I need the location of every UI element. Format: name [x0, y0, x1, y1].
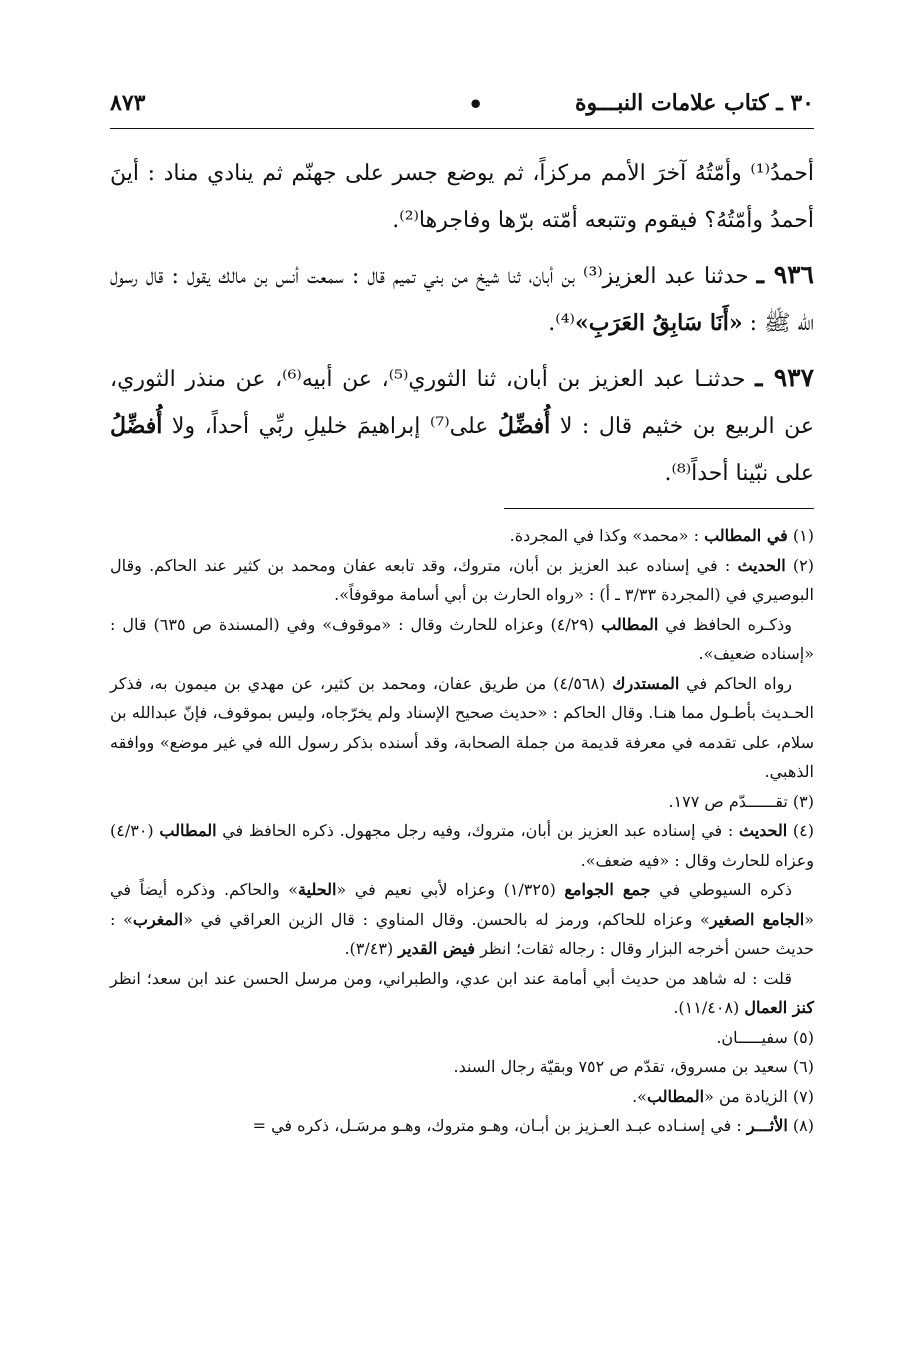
footnote-text: ».	[632, 1086, 647, 1106]
footnote-text: الزيادة من «	[704, 1086, 793, 1106]
hadith-text-end: ⁽⁴⁾.	[548, 311, 575, 336]
hadith-text-mid: على⁽⁷⁾ إبراهيمَ خليلِ ربِّي أحداً، ولا	[162, 414, 498, 439]
footnote-marker: (٧)	[792, 1086, 814, 1106]
footnote-4-witness	[110, 964, 814, 1023]
footnote-source: كنز العمال	[744, 998, 814, 1017]
footnote-text: : «محمد» وكذا في المجردة.	[509, 526, 705, 545]
footnote-5	[110, 1023, 814, 1053]
page-number: ٨٧٣	[110, 90, 146, 116]
footnote-text: قلت : له شاهد من حديث أبي أمامة عند ابن عدي، والطبراني، ومن مرسل الحسن عند ابن سعد؛ انظر	[110, 968, 792, 988]
footnote-marker: (٦)	[792, 1057, 814, 1076]
hadith-937	[110, 354, 814, 497]
footnote-marker: (٣)	[792, 791, 814, 811]
hadith-text: حدثنا عبد العزيز⁽³⁾ بن أبان، ثنا شيخ من بني تميم قال : سمعت أنس بن مالك يقول : قال رسول الله ﷺ :	[110, 264, 814, 336]
footnote-2-continued	[110, 610, 814, 669]
footnote-text: » : حديث حسن أخرجه البزار وقال : رجاله ثقات؛ انظر	[110, 909, 814, 958]
hadith-936	[110, 251, 814, 347]
footnote-6	[110, 1052, 814, 1082]
footnote-source: الأثـــر	[746, 1116, 788, 1135]
footnote-marker: (١)	[792, 526, 814, 545]
footnote-3	[110, 787, 814, 817]
hadith-number: ٩٣٦ ـ	[756, 260, 814, 289]
footnote-text: (١١/٤٠٨).	[673, 998, 745, 1017]
footnote-marker: (٤)	[792, 821, 814, 840]
footnote-marker: (٢)	[792, 555, 815, 575]
footnote-source: الحديث	[737, 555, 786, 575]
footnote-divider	[504, 508, 814, 509]
footnote-7	[110, 1082, 814, 1112]
main-text	[110, 150, 814, 504]
hadith-quote: «أَنَا سَابِقُ العَرَبِ»	[574, 310, 743, 336]
footnote-text: رواه الحاكم في	[679, 673, 793, 693]
footnote-text: » والحاكم. وذكره أيضاً في «	[110, 880, 815, 929]
footnote-source: الحلية	[298, 880, 337, 899]
footnote-source: المطالب	[159, 821, 217, 840]
footnote-text: (٣/٤٣).	[344, 939, 399, 958]
footnote-text: ذكره السيوطي في	[650, 880, 793, 899]
footnote-text: (٤/٥٦٨) من طريق عفان، ومحمد بن كثير، عن مهدي بن ميمون به، فذكر الحـديث بأطـول مما هنـا. وقال الحاكم : «حديث صحيح الإسناد ولم يخرّجاه، وليس بموقوف، فإنّ عبدالله بن سلام، على تقدمه في معرفة قديمة من جملة الصحابة، وقد أسنده بذكر رسول الله في غير موضع» ووافقه الذهبي.	[110, 673, 814, 781]
footnote-text: تقــــــدّم ص ١٧٧.	[668, 791, 793, 811]
footnote-source: الحديث	[738, 821, 788, 840]
footnote-text: (٤/٣٠) وعزاه للحارث وقال : «فيه ضعف».	[110, 821, 814, 870]
footnote-text: (١/٣٢٥) وعزاه لأبي نعيم في «	[336, 880, 565, 899]
footnote-marker: (٥)	[792, 1027, 814, 1047]
footnote-text: : في إسناده عبد العزيز بن أبان، متروك، وفيه رجل مجهول. ذكره الحافظ في	[216, 821, 739, 840]
footnote-text: سعيد بن مسروق، تقدّم ص ٧٥٢ وبقيّة رجال السند.	[453, 1057, 793, 1076]
footnote-source: المطالب	[601, 614, 659, 634]
footnote-4-suyuti	[110, 875, 814, 964]
footnote-8	[110, 1111, 814, 1141]
footnotes	[110, 521, 814, 1141]
continuation-paragraph: أحمدُ⁽¹⁾ وأمّتُهُ آخرَ الأمم مركزاً، ثم يوضع جسر على جهنّم ثم ينادي مناد : أينَ أحمدُ وأمّتُهُ؟ فيقوم وتتبعه أمّته برّها وفاجرها⁽²⁾.	[110, 161, 814, 233]
footnote-marker: (٨)	[792, 1116, 814, 1135]
footnote-1	[110, 521, 814, 551]
footnote-source: فيض القدير	[398, 939, 476, 958]
footnote-source: في المطالب	[704, 526, 788, 545]
footnote-text: : في إسنـاده عبـد العـزيز بن أبـان، وهـو متروك، وهـو مرسَـل، ذكره في =	[252, 1116, 747, 1135]
footnote-4	[110, 816, 814, 875]
hadith-text-end: على نبّينا أحداً⁽⁸⁾.	[664, 461, 814, 486]
hadith-quote: أُفضِّلُ	[110, 413, 163, 439]
hadith-text: حدثنـا عبد العزيز بن أبان، ثنا الثوري⁽⁵⁾، عن أبيه⁽⁶⁾، عن منذر الثوري، عن الربيع بن خثيم قال : لا	[110, 367, 814, 439]
footnote-text: : في إسناده عبد العزيز بن أبان، متروك، وقد تابعه عفان ومحمد بن كثير عند الحاكم. وقال البوصيري في (المجردة ٣/٣٣ ـ أ) : «رواه الحارث بن أبي أسامة موقوفاً».	[110, 555, 814, 604]
footnote-source: المطالب	[646, 1086, 705, 1106]
chapter-title: ٣٠ ـ كتاب علامات النبـــوة	[574, 90, 814, 116]
footnote-text: وذكـره الحافظ في	[658, 614, 792, 634]
hadith-quote: أُفضِّلُ	[497, 413, 551, 439]
footnote-2-hakim	[110, 669, 814, 787]
header-separator: •	[468, 90, 484, 119]
footnote-source: المستدرك	[612, 673, 680, 693]
footnote-source: جمع الجوامع	[564, 880, 651, 899]
footnote-text: » وعزاه للحاكم، ورمز له بالحسن. وقال المناوي : قال الزين العراقي في «	[183, 909, 710, 929]
footnote-source: المغرب	[132, 909, 184, 929]
footnote-text: سفيـــــان.	[716, 1027, 793, 1047]
page-header	[110, 88, 814, 129]
hadith-number: ٩٣٧ ـ	[755, 363, 815, 392]
footnote-2	[110, 551, 814, 610]
footnote-source: الجامع الصغير	[709, 909, 805, 929]
footnote-text: (٤/٢٩) وعزاه للحارث وقال : «موقوف» وفي (المسندة ص ٦٣٥) قال : «إسناده ضعيف».	[110, 614, 814, 663]
